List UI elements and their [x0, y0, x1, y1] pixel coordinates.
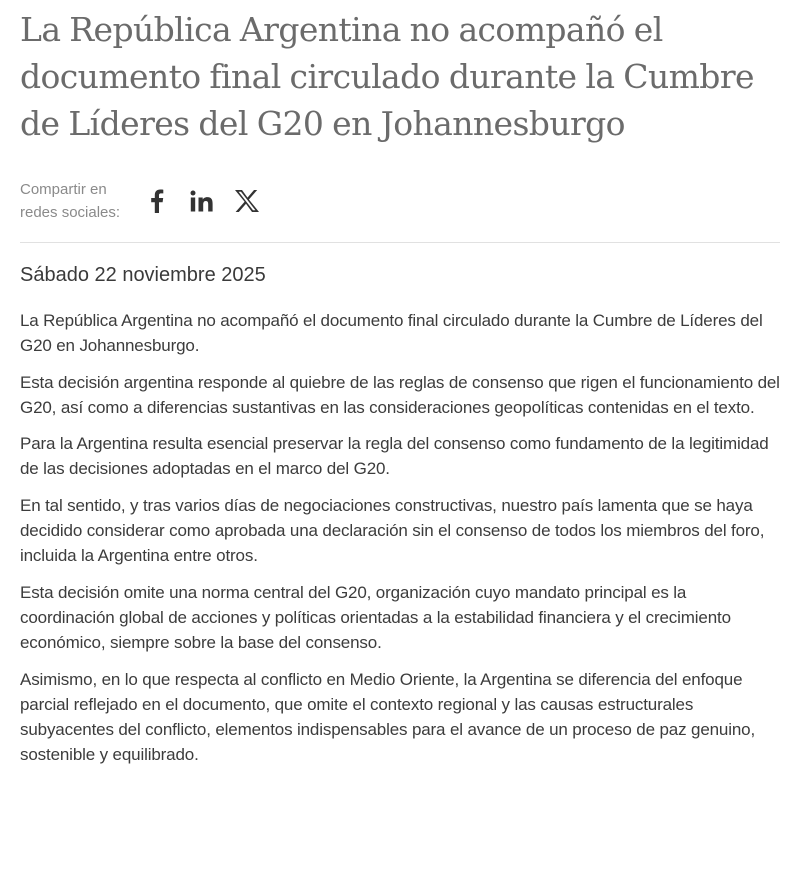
article: [20, 0, 780, 779]
article-body: [20, 308, 780, 768]
publish-date: Sábado 22 noviembre 2025: [20, 264, 266, 286]
linkedin-share-button[interactable]: [188, 187, 216, 215]
facebook-share-button[interactable]: [143, 187, 171, 215]
paragraph: Esta decisión argentina responde al quiebre de las reglas de consenso que rigen el funcionamiento del G20, así como a diferencias sustantivas en las consideraciones geopolíticas contenidas en el texto.: [20, 372, 780, 417]
share-label: [20, 178, 138, 224]
divider: [20, 242, 780, 243]
share-icons: [143, 187, 278, 215]
paragraph: En tal sentido, y tras varios días de negociaciones constructivas, nuestro país lamenta que se haya decidido considerar como aprobada una declaración sin el consenso de todos los miembros del foro, incluida la Argentina entre otros.: [20, 495, 765, 566]
facebook-icon: [150, 189, 164, 213]
article-title: La República Argentina no acompañó el documento final circulado durante la Cumbre de Líderes del G20 en Johannesburgo: [20, 10, 754, 143]
paragraph: La República Argentina no acompañó el documento final circulado durante la Cumbre de Líderes del G20 en Johannesburgo.: [20, 311, 763, 356]
paragraph: Asimismo, en lo que respecta al conflicto en Medio Oriente, la Argentina se diferencia del enfoque parcial reflejado en el documento, que omite el contexto regional y las causas estructurales subyacentes del conflicto, elementos indispensables para el avance de un proceso de paz genuino, sostenible y equilibrado.: [20, 669, 756, 765]
share-label-line1: Compartir en: [20, 181, 107, 198]
share-label-line2: redes sociales:: [20, 204, 121, 221]
linkedin-icon: [190, 190, 214, 212]
paragraph: Esta decisión omite una norma central del G20, organización cuyo mandato principal es la coordinación global de acciones y políticas orientadas a la estabilidad financiera y el crecimiento económico, siempre sobre la base del consenso.: [20, 582, 731, 653]
social-share-bar: [20, 177, 780, 225]
x-share-button[interactable]: [233, 187, 261, 215]
x-twitter-icon: [234, 189, 260, 213]
paragraph: Para la Argentina resulta esencial preservar la regla del consenso como fundamento de la legitimidad de las decisiones adoptadas en el marco del G20.: [20, 434, 769, 479]
